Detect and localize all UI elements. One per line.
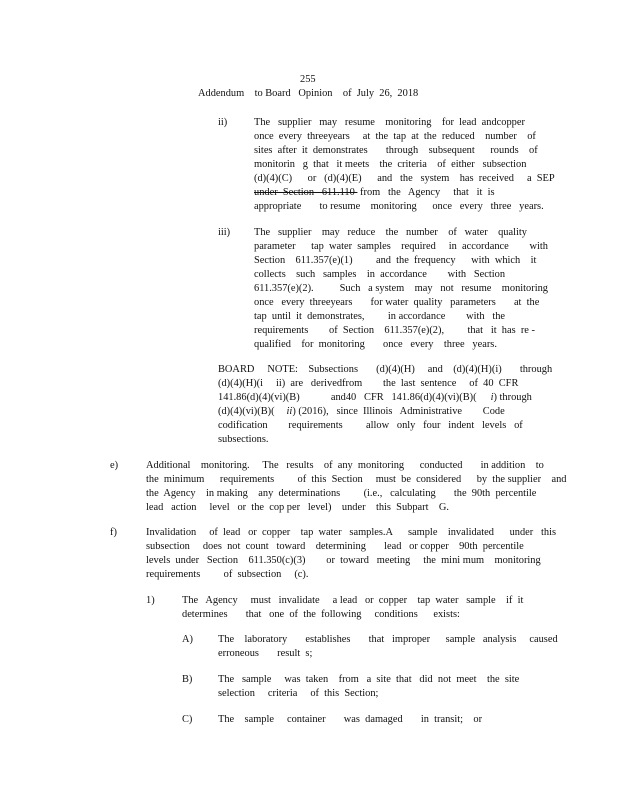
text-span: 141.86(d)(4)(vi)(B) and40 CFR 141.86(d)(4)(vi)(B)( (218, 392, 477, 403)
text-line: determines that one of the following conditions exists: (182, 609, 460, 620)
text-line: lead action level or the cop per level) under this Subpart G. (146, 502, 449, 513)
struck-text: under Section 611.110 (254, 187, 358, 198)
text-line: The supplier may reduce the number of water quality (254, 227, 527, 238)
text-line: levels under Section 611.350(c)(3) or toward meeting the mini mum monitoring (146, 555, 541, 566)
text-line: monitorin g that it meets the criteria of either subsection (254, 159, 527, 170)
text-line: Section 611.357(e)(1) and the frequency with which it (254, 255, 537, 266)
text-line: qualified for monitoring once every three years. (254, 339, 497, 350)
text-line (254, 186, 495, 200)
text-line: erroneous result s; (218, 648, 313, 659)
text-line: The sample was taken from a site that did not meet the site (218, 674, 520, 685)
text-span: ) (2016), since Illinois Administrative Code (292, 406, 505, 417)
section-marker-f: f) (110, 527, 117, 538)
text-line: the Agency in making any determinations (i.e., calculating the 90th percentile (146, 488, 537, 499)
item-marker-B: B) (182, 674, 193, 685)
item-marker-C: C) (182, 714, 193, 725)
text-line: selection criteria of this Section; (218, 688, 379, 699)
text-line: BOARD NOTE: Subsections (d)(4)(H) and (d)(4)(H)(i) through (218, 364, 553, 375)
text-line: once every threeyears for water quality parameters at the (254, 297, 540, 308)
text-line: requirements of Section 611.357(e)(2), that it has re - (254, 325, 535, 336)
italic-numeral: i (490, 392, 494, 403)
text-line: once every threeyears at the tap at the reduced number of (254, 131, 536, 142)
text-line: The sample container was damaged in transit; or (218, 714, 483, 725)
item-marker-1: 1) (146, 595, 155, 606)
item-marker-A: A) (182, 634, 193, 645)
item-marker-iii: iii) (218, 227, 231, 238)
text-line: parameter tap water samples required in accordance with (254, 241, 548, 252)
text-line: sites after it demonstrates through subsequent rounds of (254, 145, 538, 156)
text-line: The Agency must invalidate a lead or copper tap water sample if it (182, 595, 524, 606)
text-line: Additional monitoring. The results of any monitoring conducted in addition to (146, 460, 544, 471)
item-marker-ii: ii) (218, 117, 228, 128)
section-marker-e: e) (110, 460, 119, 471)
text-line: codification requirements allow only four indent levels of (218, 420, 523, 431)
text-line (218, 405, 505, 419)
text-line: tap until it demonstrates, in accordance with the (254, 311, 506, 322)
page-number: 255 (300, 74, 316, 85)
text-line: Invalidation of lead or copper tap water samples.A sample invalidated under this (146, 527, 557, 538)
text-line (218, 391, 532, 405)
text-line: requirements of subsection (c). (146, 569, 309, 580)
text-line: (d)(4)(C) or (d)(4)(E) and the system has received a SEP (254, 173, 555, 184)
text-span: (d)(4)(vi)(B)( (218, 406, 275, 417)
text-line: subsection does not count toward determining lead or copper 90th percentile (146, 541, 524, 552)
text-line: The laboratory establishes that improper sample analysis caused (218, 634, 558, 645)
text-span: from the Agency that it is (357, 187, 495, 198)
text-line: 611.357(e)(2). Such a system may not resume monitoring (254, 283, 548, 294)
text-line: (d)(4)(H)(i ii) are derivedfrom the last sentence of 40 CFR (218, 378, 519, 389)
text-line: collects such samples in accordance with Section (254, 269, 506, 280)
text-line: The supplier may resume monitoring for lead andcopper (254, 117, 525, 128)
text-line: subsections. (218, 434, 269, 445)
page-header-title: Addendum to Board Opinion of July 26, 2018 (198, 88, 419, 99)
text-span: ) through (493, 392, 532, 403)
text-line: the minimum requirements of this Section must be considered by the supplier and (146, 474, 567, 485)
text-line: appropriate to resume monitoring once every three years. (254, 201, 544, 212)
italic-numeral: ii (286, 406, 293, 417)
